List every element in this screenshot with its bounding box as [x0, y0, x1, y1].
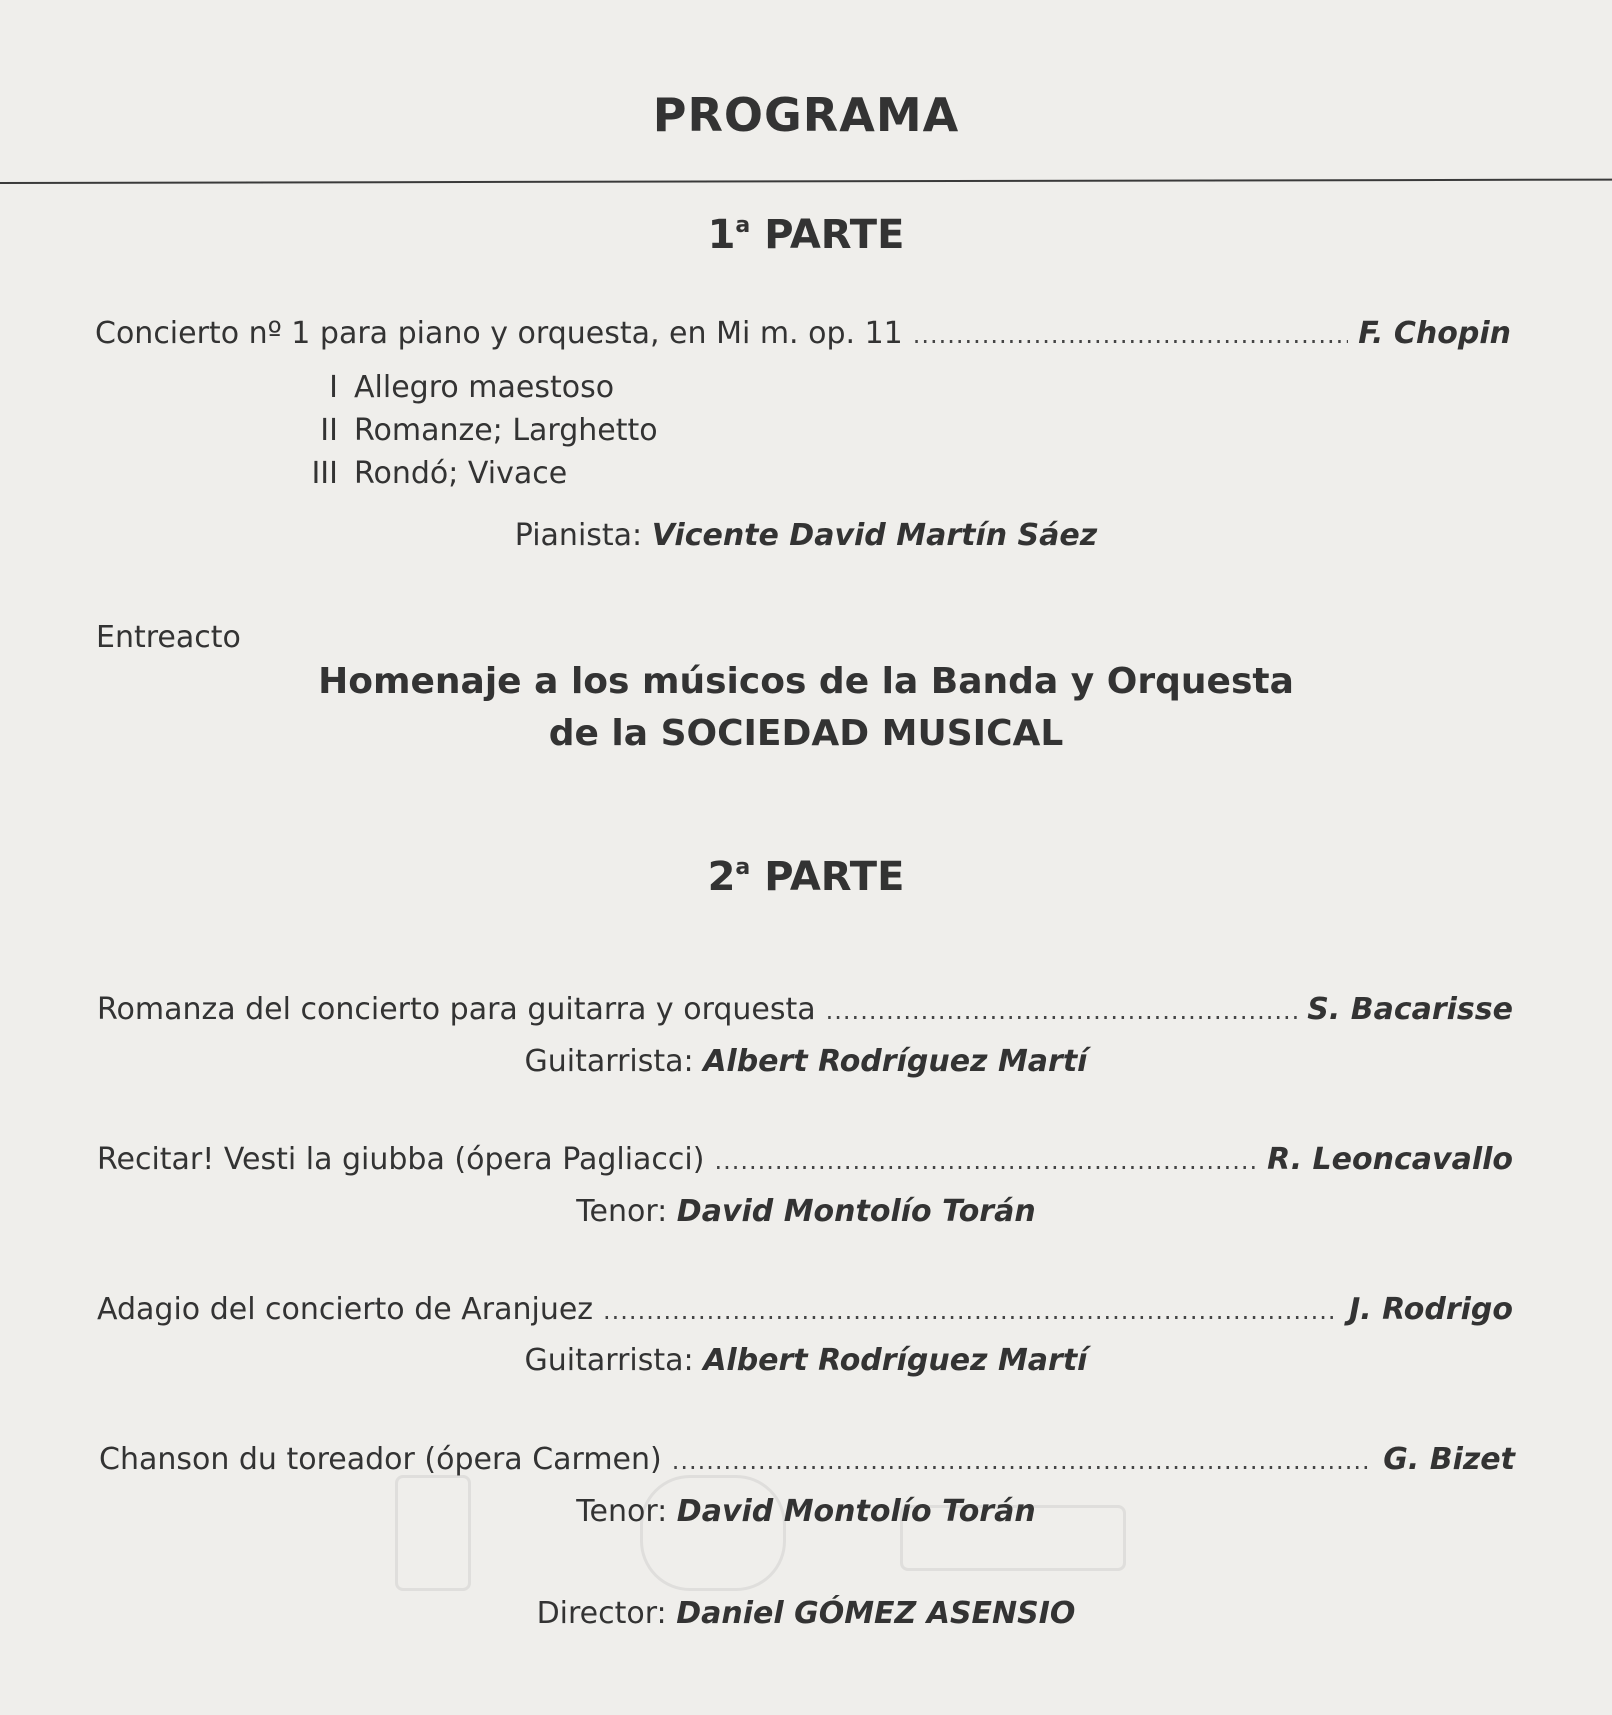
movement-number: I — [329, 370, 338, 405]
leader-dots — [603, 1297, 1339, 1325]
performer-name: Albert Rodríguez Martí — [703, 1343, 1088, 1378]
homage-line-2: de la SOCIEDAD MUSICAL — [548, 713, 1064, 754]
part-2-number: 2 — [707, 854, 736, 900]
part-2-ordinal: a — [735, 855, 751, 880]
leader-dots — [826, 997, 1298, 1025]
homage-line-1: Homenaje a los músicos de la Banda y Orquesta — [318, 661, 1294, 702]
performer-role: Guitarrista: — [524, 1044, 694, 1079]
performer-name: David Montolío Torán — [676, 1494, 1036, 1529]
performer-role: Guitarrista: — [524, 1343, 694, 1378]
show-through-logo-mark — [640, 1475, 786, 1591]
performer-role: Pianista: — [514, 518, 643, 553]
movement-item — [290, 456, 567, 491]
show-through-logo-mark — [395, 1475, 471, 1591]
movement-number: II — [320, 413, 338, 448]
performer-role: Tenor: — [576, 1194, 668, 1229]
composer-name: S. Bacarisse — [1307, 992, 1513, 1027]
work-title: Chanson du toreador (ópera Carmen) — [99, 1442, 662, 1477]
work-title: Romanza del concierto para guitarra y orquesta — [97, 992, 816, 1027]
movement-number: III — [311, 456, 338, 491]
work-line-rodrigo — [97, 1292, 1513, 1327]
homage-heading — [0, 656, 1612, 760]
work-line-chopin — [95, 316, 1511, 351]
performer-name: Vicente David Martín Sáez — [651, 518, 1098, 553]
header-divider — [0, 179, 1612, 184]
performer-name: Albert Rodríguez Martí — [703, 1044, 1088, 1079]
work-line-bacarisse — [97, 992, 1513, 1027]
work-title: Recitar! Vesti la giubba (ópera Pagliacci) — [97, 1142, 705, 1177]
program-title: PROGRAMA — [652, 88, 960, 142]
director-credit — [0, 1596, 1612, 1631]
leader-dots — [913, 321, 1348, 349]
work-title: Adagio del concierto de Aranjuez — [97, 1292, 594, 1327]
performer-role: Tenor: — [576, 1494, 668, 1529]
part-1-word: PARTE — [764, 212, 905, 258]
work-line-bizet — [99, 1442, 1515, 1477]
work-title: Concierto nº 1 para piano y orquesta, en Mi m. op. 11 — [95, 316, 903, 351]
part-1-title — [0, 212, 1612, 258]
entreacto-label: Entreacto — [96, 620, 241, 655]
performer-tenor — [0, 1494, 1612, 1529]
leader-dots — [714, 1147, 1257, 1175]
leader-dots — [672, 1447, 1374, 1475]
part-2-title — [0, 854, 1612, 900]
performer-guitarist — [0, 1044, 1612, 1079]
director-name: Daniel GÓMEZ ASENSIO — [676, 1596, 1076, 1631]
movement-name: Rondó; Vivace — [354, 456, 568, 491]
part-1-number: 1 — [707, 212, 736, 258]
composer-name: R. Leoncavallo — [1267, 1142, 1513, 1177]
movement-item — [290, 370, 614, 405]
movement-name: Allegro maestoso — [354, 370, 615, 405]
part-1-ordinal: a — [735, 213, 751, 238]
part-2-word: PARTE — [764, 854, 905, 900]
movement-item — [290, 413, 658, 448]
composer-name: G. Bizet — [1383, 1442, 1515, 1477]
composer-name: J. Rodrigo — [1349, 1292, 1513, 1327]
performer-name: David Montolío Torán — [676, 1194, 1036, 1229]
performer-tenor — [0, 1194, 1612, 1229]
work-line-leoncavallo — [97, 1142, 1513, 1177]
show-through-logo-mark — [900, 1505, 1126, 1571]
performer-guitarist — [0, 1343, 1612, 1378]
movement-name: Romanze; Larghetto — [354, 413, 658, 448]
director-role: Director: — [536, 1596, 667, 1631]
performer-pianist — [0, 518, 1612, 553]
composer-name: F. Chopin — [1358, 316, 1511, 351]
